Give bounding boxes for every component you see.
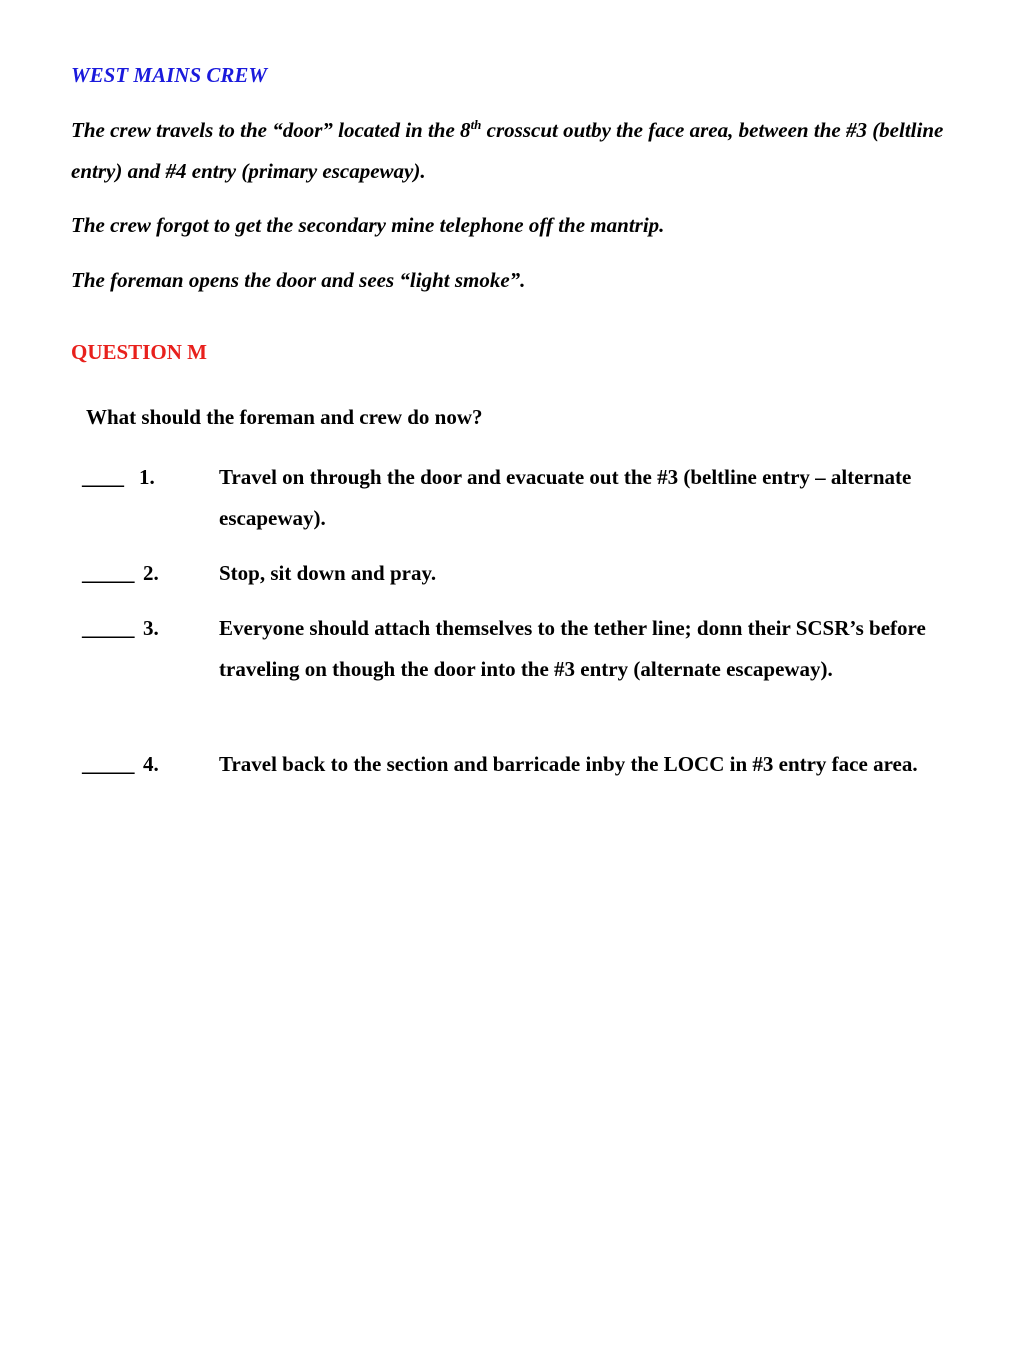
option-number: 2.	[143, 561, 159, 585]
option-text: Travel on through the door and evacuate out the #3 (beltline entry – alternate escapeway).	[219, 465, 912, 530]
option-text: Travel back to the section and barricade inby the LOCC in #3 entry face area.	[219, 752, 918, 776]
answer-blank[interactable]: _____	[82, 616, 135, 640]
answer-blank[interactable]: _____	[82, 561, 135, 585]
option-number: 3.	[143, 616, 159, 640]
scenario-paragraph-smoke: The foreman opens the door and sees “light smoke”.	[71, 268, 526, 292]
answer-blank[interactable]: _____	[82, 752, 135, 776]
option-number: 4.	[143, 752, 159, 776]
section-title: WEST MAINS CREW	[71, 63, 268, 87]
scenario-paragraph-telephone: The crew forgot to get the secondary mine telephone off the mantrip.	[71, 213, 665, 237]
answer-option-2	[82, 553, 952, 594]
question-prompt: What should the foreman and crew do now?	[86, 405, 483, 429]
scenario-paragraph-location	[71, 110, 971, 192]
scenario-text-end: crosscut outby the face area, between the #3 (beltline entry) and #4 entry (primary escapeway).	[71, 118, 944, 183]
answer-option-1	[82, 457, 952, 539]
option-number: 1.	[139, 465, 155, 489]
answer-option-4	[82, 744, 952, 785]
answer-option-3	[82, 608, 952, 690]
answer-blank[interactable]: ____	[82, 465, 124, 489]
option-text: Stop, sit down and pray.	[219, 561, 437, 585]
scenario-text-start: The crew travels to the “door” located in the 8	[71, 118, 471, 142]
option-text: Everyone should attach themselves to the tether line; donn their SCSR’s before traveling on though the door into the #3 entry (alternate escapeway).	[219, 616, 926, 681]
question-heading: QUESTION M	[71, 340, 207, 364]
ordinal-suffix: th	[470, 117, 482, 132]
